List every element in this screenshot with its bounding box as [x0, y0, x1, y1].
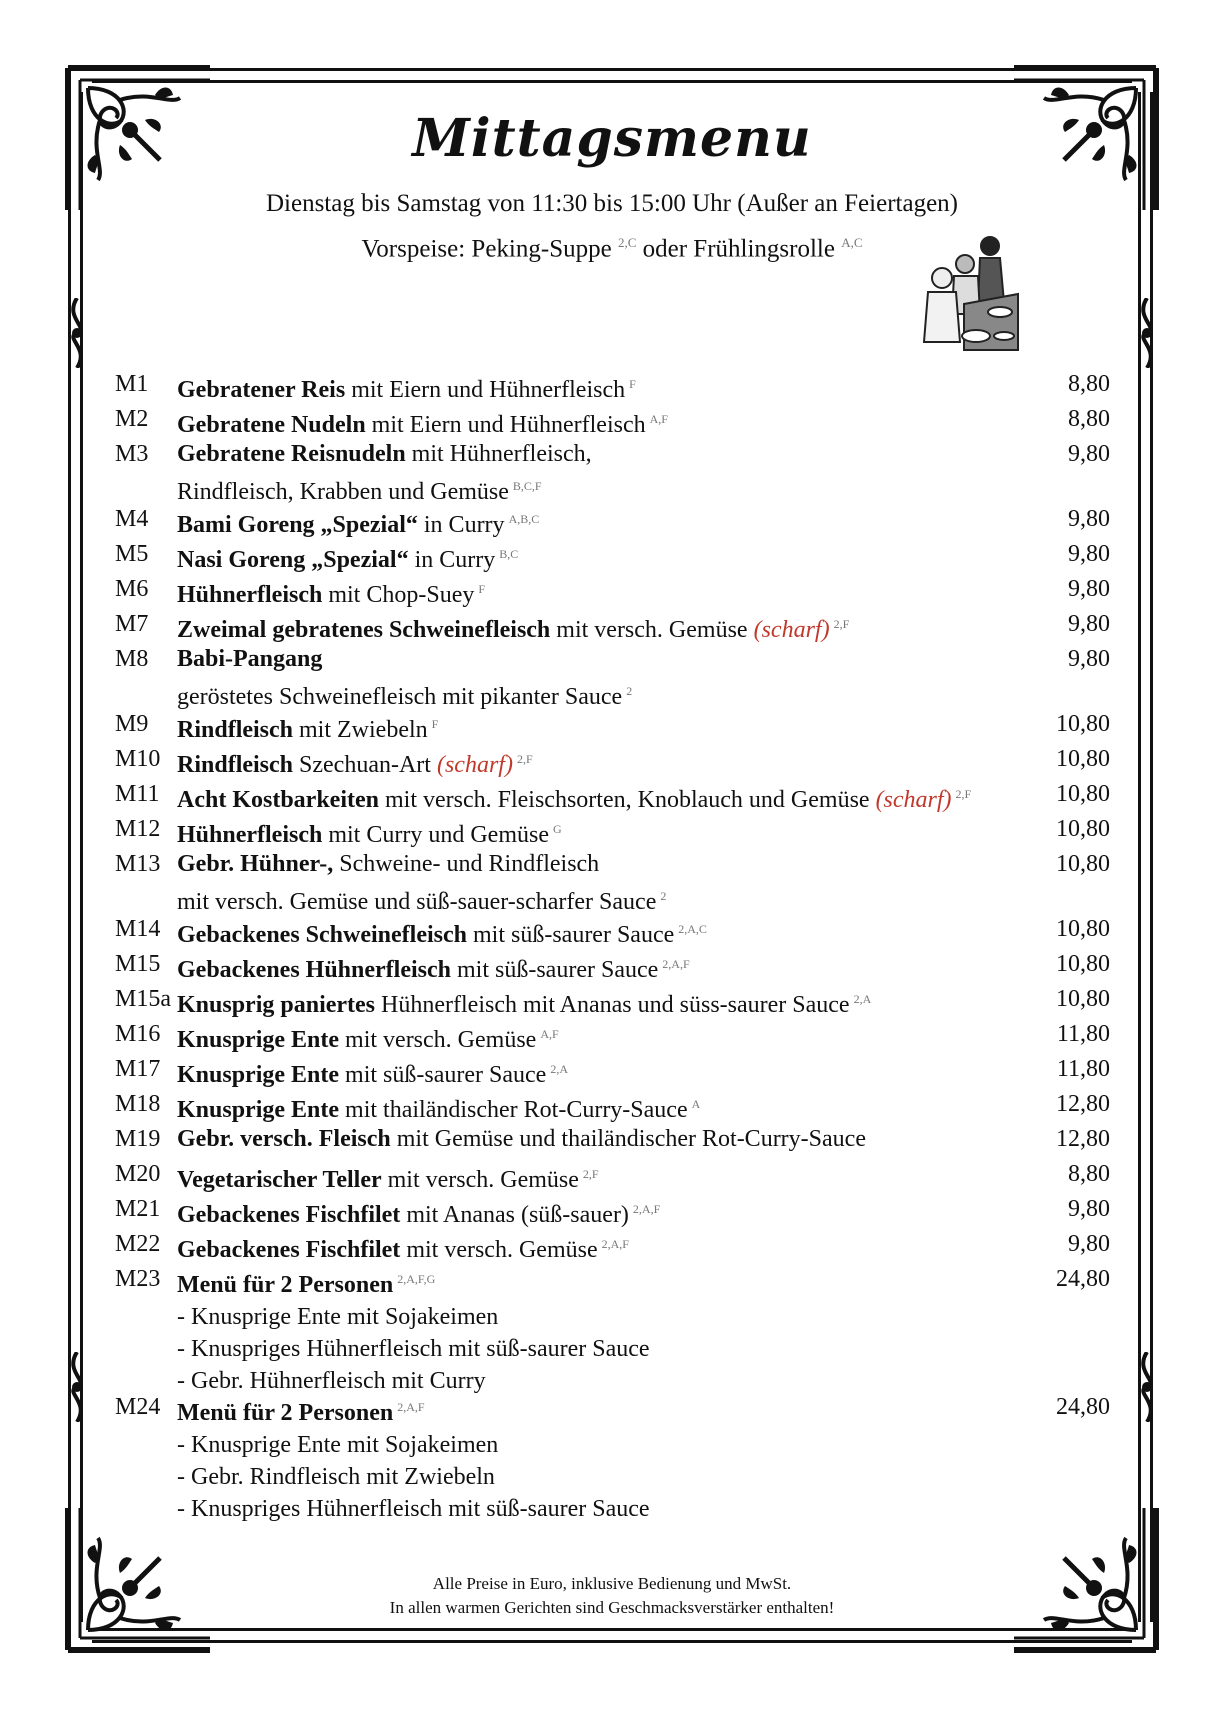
side-ornament-icon [62, 298, 92, 368]
item-name: Gebackenes Hühnerfleisch [177, 957, 451, 983]
item-code: M10 [115, 746, 161, 772]
item-code: M12 [115, 816, 161, 842]
item-detail: mit versch. Gemüse [550, 617, 754, 643]
item-code: M8 [115, 646, 149, 672]
item-allergens: B,C [499, 547, 519, 561]
item-code: M11 [115, 781, 160, 807]
menu-item [115, 1088, 1110, 1123]
frame-rail-top [92, 68, 1132, 71]
footer-notes [0, 1572, 1224, 1620]
menu-item [115, 813, 1110, 848]
menu-item [115, 1053, 1110, 1088]
item-description [177, 1088, 1037, 1126]
side-ornament-icon [1132, 1352, 1162, 1422]
item-name: Vegetarischer Teller [177, 1167, 382, 1193]
item-price: 10,80 [1056, 711, 1110, 737]
item-description [177, 983, 1037, 1021]
menu-item [115, 538, 1110, 573]
menu-item [115, 403, 1110, 438]
item-detail: mit thailändischer Rot-Curry-Sauce [339, 1097, 688, 1123]
item-allergens: 2,A,F [662, 957, 690, 971]
item-detail: Szechuan-Art [293, 752, 437, 778]
frame-rail-bottom [92, 1640, 1132, 1643]
page-title: Mittagsmenu [412, 108, 812, 169]
item-allergens: 2,F [955, 787, 972, 801]
item-price: 10,80 [1056, 851, 1110, 877]
item-code: M21 [115, 1196, 161, 1222]
item-price: 10,80 [1056, 746, 1110, 772]
item-description [177, 948, 1037, 986]
item-price: 9,80 [1068, 541, 1110, 567]
starter-connector: oder Frühlingsrolle [642, 235, 835, 263]
item-price: 10,80 [1056, 816, 1110, 842]
item-description [177, 1158, 1037, 1196]
item-code: M7 [115, 611, 149, 637]
menu-item [115, 983, 1110, 1018]
item-detail-line2-text: geröstetes Schweinefleisch mit pikanter Sauce [177, 684, 623, 710]
item-price: 11,80 [1056, 1056, 1110, 1082]
item-detail: mit süß-saurer Sauce [451, 957, 659, 983]
item-name: Babi-Pangang [177, 646, 323, 672]
item-price: 9,80 [1068, 441, 1110, 467]
item-code: M1 [115, 371, 149, 397]
item-code: M6 [115, 576, 149, 602]
menu-item [115, 1193, 1110, 1228]
diners-illustration-icon [920, 232, 1020, 362]
menu-item [115, 503, 1110, 538]
item-detail: mit versch. Gemüse [339, 1027, 537, 1053]
item-code: M20 [115, 1161, 161, 1187]
item-allergens: 2,A,F [601, 1237, 629, 1251]
item-code: M2 [115, 406, 149, 432]
item-description [177, 403, 1037, 441]
item-allergens: 2 [660, 889, 667, 903]
menu-item [115, 913, 1110, 948]
item-description [177, 438, 1037, 508]
item-price: 12,80 [1056, 1126, 1110, 1152]
item-price: 24,80 [1056, 1266, 1110, 1292]
menu-item [115, 1158, 1110, 1193]
item-description [177, 913, 1037, 951]
item-name: Gebr. versch. Fleisch [177, 1126, 391, 1152]
item-name: Gebackenes Schweinefleisch [177, 922, 467, 948]
item-name: Gebr. Hühner-, [177, 851, 334, 877]
item-detail: mit Chop-Suey [322, 582, 475, 608]
side-ornament-icon [1132, 298, 1162, 368]
item-description [177, 848, 1037, 918]
item-price: 9,80 [1068, 1196, 1110, 1222]
menu-item [115, 1228, 1110, 1263]
item-description [177, 1228, 1037, 1266]
item-description [177, 1123, 1037, 1155]
item-name: Nasi Goreng „Spezial“ [177, 547, 409, 573]
item-description [177, 643, 1037, 713]
item-description [177, 1193, 1037, 1231]
set-menu-item [115, 1391, 1110, 1522]
item-detail: mit Gemüse und thailändischer Rot-Curry-Sauce [390, 1126, 866, 1152]
item-allergens: A,B,C [508, 512, 540, 526]
menu-list [115, 368, 1110, 1522]
frame-rail-bottom-inner [92, 1628, 1132, 1631]
frame-rail-top-inner [92, 80, 1132, 83]
item-name: Acht Kostbarkeiten [177, 787, 379, 813]
item-allergens: 2 [626, 684, 633, 698]
item-name: Knusprig paniertes [177, 992, 376, 1018]
item-name: Menü für 2 Personen [177, 1272, 394, 1298]
item-description [177, 743, 1037, 781]
starter-allergens-1: 2,C [617, 235, 637, 250]
item-allergens: A [691, 1097, 701, 1111]
item-description [177, 368, 1037, 406]
additive-note: In allen warmen Gerichten sind Geschmacksverstärker enthalten! [389, 1598, 835, 1617]
item-code: M23 [115, 1266, 161, 1292]
item-detail: mit Curry und Gemüse [322, 822, 549, 848]
set-menu-course: - Knusprige Ente mit Sojakeimen [177, 1432, 499, 1458]
item-description [177, 1018, 1037, 1056]
item-detail: mit Eiern und Hühnerfleisch [365, 412, 646, 438]
item-detail: in Curry [417, 512, 505, 538]
item-code: M17 [115, 1056, 161, 1082]
starter-label: Vorspeise: Peking-Suppe [361, 235, 612, 263]
item-detail-line2-text: Rindfleisch, Krabben und Gemüse [177, 479, 509, 505]
menu-item [115, 778, 1110, 813]
set-menu-course: - Gebr. Hühnerfleisch mit Curry [177, 1368, 486, 1394]
menu-item [115, 438, 1110, 503]
item-allergens: 2,F [516, 752, 533, 766]
item-code: M18 [115, 1091, 161, 1117]
item-code: M15a [115, 986, 171, 1012]
item-allergens: 2,A,F [632, 1202, 661, 1216]
price-note: Alle Preise in Euro, inklusive Bedienung und MwSt. [432, 1574, 792, 1593]
item-description [177, 573, 1037, 611]
item-name: Menü für 2 Personen [177, 1400, 394, 1426]
item-price: 10,80 [1056, 951, 1110, 977]
menu-item [115, 948, 1110, 983]
menu-item [115, 743, 1110, 778]
item-price: 12,80 [1056, 1091, 1110, 1117]
item-detail: Hühnerfleisch mit Ananas und süss-saurer Sauce [375, 992, 850, 1018]
item-code: M13 [115, 851, 161, 877]
item-code: M16 [115, 1021, 161, 1047]
item-allergens: F [431, 717, 439, 731]
item-detail: mit versch. Gemüse [400, 1237, 598, 1263]
item-allergens: B,C,F [512, 479, 542, 493]
set-menu-course: - Knuspriges Hühnerfleisch mit süß-saurer Sauce [177, 1496, 650, 1522]
item-detail-line2-text: mit versch. Gemüse und süß-sauer-scharfer Sauce [177, 889, 657, 915]
item-allergens: 2,A [550, 1062, 568, 1076]
set-menu-item [115, 1263, 1110, 1394]
item-description [177, 538, 1037, 576]
item-allergens: F [629, 377, 636, 391]
item-description [177, 813, 1037, 851]
item-detail: mit Eiern und Hühnerfleisch [345, 377, 626, 403]
item-detail: Schweine- und Rindfleisch [333, 851, 600, 877]
item-allergens: 2,F [582, 1167, 599, 1181]
item-name: Gebackenes Fischfilet [177, 1237, 401, 1263]
item-name: Rindfleisch [177, 752, 294, 778]
item-price: 11,80 [1056, 1021, 1110, 1047]
item-description [177, 503, 1037, 541]
item-code: M14 [115, 916, 161, 942]
item-price: 10,80 [1056, 986, 1110, 1012]
menu-item [115, 1018, 1110, 1053]
item-name: Hühnerfleisch [177, 582, 323, 608]
item-description [177, 708, 1037, 746]
item-description [177, 608, 1037, 646]
spicy-marker: (scharf) [436, 752, 513, 778]
item-allergens: 2,A [853, 992, 872, 1006]
item-detail: mit süß-saurer Sauce [339, 1062, 547, 1088]
item-name: Hühnerfleisch [177, 822, 323, 848]
item-code: M5 [115, 541, 149, 567]
item-price: 24,80 [1056, 1394, 1110, 1420]
item-allergens: 2,F [833, 617, 850, 631]
item-price: 9,80 [1068, 506, 1110, 532]
item-allergens: F [478, 582, 486, 596]
item-code: M19 [115, 1126, 161, 1152]
menu-item [115, 848, 1110, 913]
item-price: 8,80 [1068, 1161, 1110, 1187]
item-detail: mit versch. Gemüse [381, 1167, 579, 1193]
item-name: Gebratene Nudeln [177, 412, 366, 438]
item-name: Gebackenes Fischfilet [177, 1202, 401, 1228]
spicy-marker: (scharf) [875, 787, 952, 813]
starter-line [0, 235, 1224, 263]
item-name: Zweimal gebratenes Schweinefleisch [177, 617, 551, 643]
menu-item [115, 368, 1110, 403]
item-name: Gebratener Reis [177, 377, 346, 403]
item-name: Bami Goreng „Spezial“ [177, 512, 418, 538]
item-allergens: 2,A,F,G [397, 1272, 436, 1286]
item-description [177, 1263, 1037, 1397]
item-allergens: G [552, 822, 562, 836]
item-price: 9,80 [1068, 576, 1110, 602]
menu-item [115, 573, 1110, 608]
item-code: M22 [115, 1231, 161, 1257]
item-allergens: 2,A,F [397, 1400, 425, 1414]
item-price: 10,80 [1056, 916, 1110, 942]
item-allergens: A,F [649, 412, 668, 426]
item-description [177, 1391, 1037, 1525]
item-name: Rindfleisch [177, 717, 294, 743]
item-code: M15 [115, 951, 161, 977]
item-detail: mit süß-saurer Sauce [466, 922, 675, 948]
set-menu-course: - Knusprige Ente mit Sojakeimen [177, 1304, 499, 1330]
item-price: 10,80 [1056, 781, 1110, 807]
item-detail: mit versch. Fleischsorten, Knoblauch und Gemüse [378, 787, 876, 813]
opening-hours: Dienstag bis Samstag von 11:30 bis 15:00 Uhr (Außer an Feiertagen) [265, 190, 958, 217]
item-detail: mit Hühnerfleisch, [405, 441, 592, 467]
item-description [177, 778, 1037, 816]
item-code: M24 [115, 1394, 161, 1420]
item-name: Knusprige Ente [177, 1027, 340, 1053]
set-menu-course: - Gebr. Rindfleisch mit Zwiebeln [177, 1464, 495, 1490]
item-code: M9 [115, 711, 149, 737]
item-name: Gebratene Reisnudeln [177, 441, 406, 467]
item-code: M3 [115, 441, 149, 467]
item-name: Knusprige Ente [177, 1062, 340, 1088]
side-ornament-icon [62, 1352, 92, 1422]
starter-allergens-2: A,C [841, 235, 863, 250]
item-allergens: 2,A,C [678, 922, 707, 936]
set-menu-course: - Knuspriges Hühnerfleisch mit süß-saurer Sauce [177, 1336, 650, 1362]
item-description [177, 1053, 1037, 1091]
menu-item [115, 643, 1110, 708]
item-allergens: A,F [540, 1027, 559, 1041]
menu-item [115, 608, 1110, 643]
item-price: 8,80 [1068, 371, 1110, 397]
item-price: 8,80 [1068, 406, 1110, 432]
item-detail: mit Ananas (süß-sauer) [400, 1202, 629, 1228]
spicy-marker: (scharf) [753, 617, 830, 643]
menu-item [115, 1123, 1110, 1158]
item-detail: in Curry [408, 547, 496, 573]
item-price: 9,80 [1068, 646, 1110, 672]
item-price: 9,80 [1068, 1231, 1110, 1257]
item-detail: mit Zwiebeln [293, 717, 428, 743]
item-code: M4 [115, 506, 149, 532]
menu-item [115, 708, 1110, 743]
item-price: 9,80 [1068, 611, 1110, 637]
item-name: Knusprige Ente [177, 1097, 340, 1123]
